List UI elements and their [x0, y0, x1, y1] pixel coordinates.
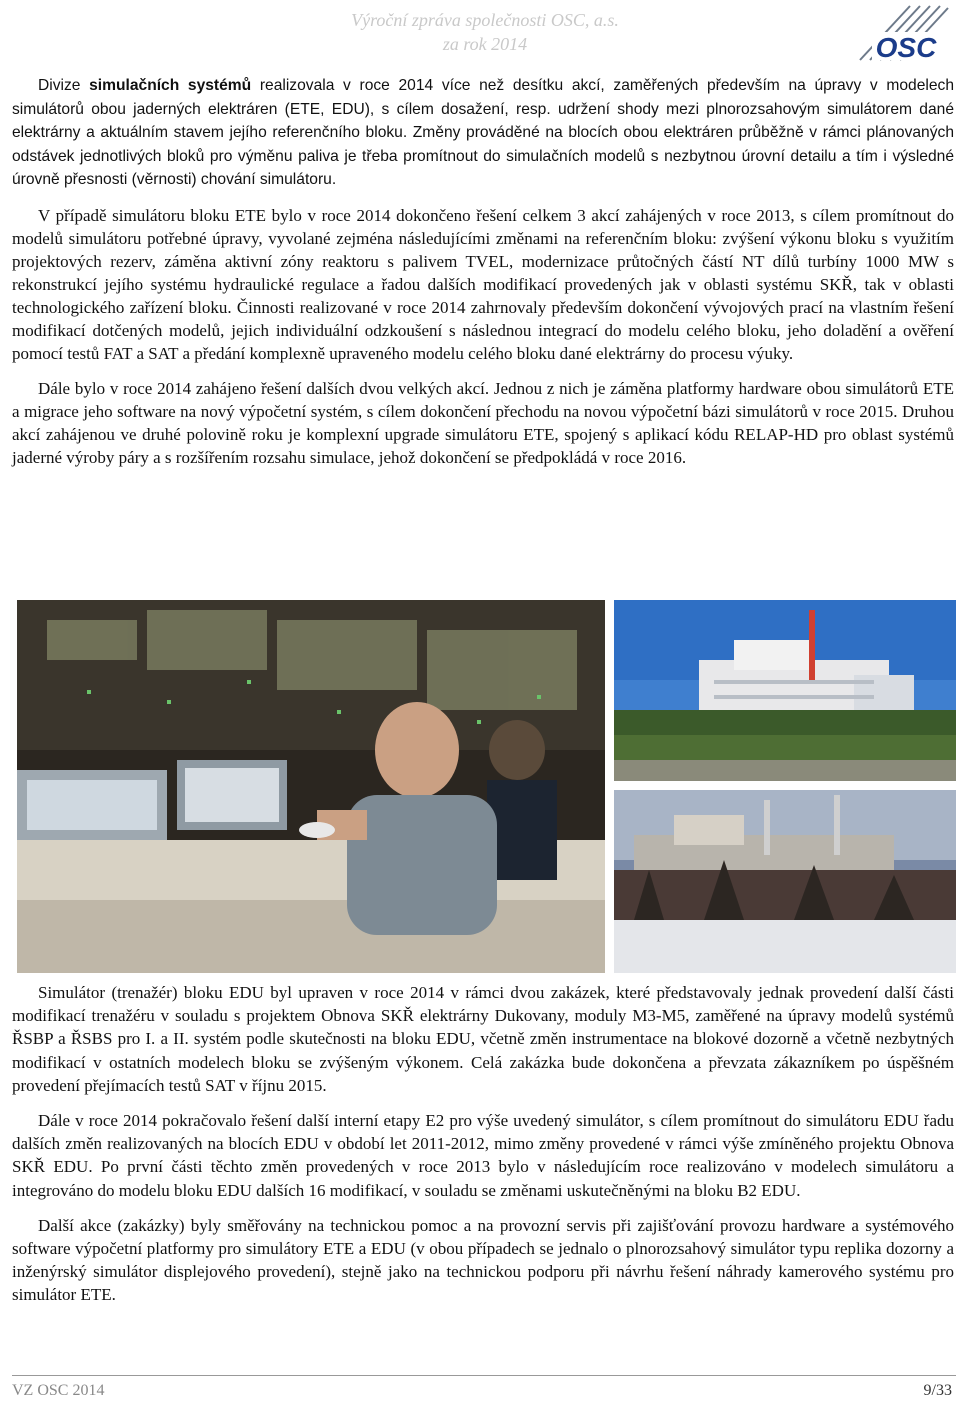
paragraph-5: Dále v roce 2014 pokračovalo řešení další interní etapy E2 pro výše uvedený simulátor, s cílem promítnout do simulátoru EDU řadu dalších změn realizovaných na blocích EDU v období let 2011-2012, mimo změny provedené v rámci výše zmíněného projektu Obnova SKŘ EDU. Po první části těchto změn provedených v roce 2013 bylo v následujícím roce realizováno v modelech simulátoru a integrováno do modelu bloku EDU dalších 16 modifikací, v souladu se změnami uskutečněnými na bloku B2 EDU.: [12, 1111, 954, 1200]
header-title-line1: Výroční zpráva společnosti OSC, a.s.: [351, 10, 619, 30]
header-title-line2: za rok 2014: [442, 34, 528, 54]
paragraph-1-start: Divize: [38, 77, 90, 94]
paragraph-1-rest: realizovala v roce 2014 více než desítku akcí, zaměřených především na úpravy v modelech simulátorů obou jaderných elektráren (ETE, EDU), s cílem dosažení, resp. udržení shody mezi plnorozsahovým simulátorem dané elektrárny a aktuálním stavem jejího referenčního bloku. Změny prováděné na blocích obou elektráren průběžně v rámci plánovaných odstávek jednotlivých bloků pro výměnu paliva je třeba promítnout do simulačních modelů s nezbytnou úrovní detailu a tím i výsledné úrovně přesnosti (věrnosti) chování simulátoru.: [12, 77, 954, 188]
logo-text: OSC: [875, 32, 937, 63]
power-plant-photo-summer: [614, 600, 956, 781]
paragraph-6: Další akce (zakázky) byly směřovány na technickou pomoc a na provozní servis při zajišťování provozu hardware a systémového software výpočetní platformy pro simulátory ETE a EDU (v obou případech se jednalo o plnorozsahový simulátor typu replika dozorny a inženýrský simulátor displejového provedení), stejně jako na technickou podporu při návrhu řešení náhrady kamerového systému pro simulátor ETE.: [12, 1215, 954, 1305]
report-header: [330, 8, 640, 56]
control-room-photo: [17, 600, 605, 973]
osc-logo: [840, 2, 950, 70]
paragraph-1-bold: simulačních systémů: [89, 77, 252, 94]
paragraph-4: Simulátor (trenažér) bloku EDU byl upraven v roce 2014 v rámci dvou zakázek, které představovaly jednak provedení další části modifikací trenažéru v souladu s projektem Obnova SKŘ elektrárny Dukovany, moduly M3-M5, zaměřené na úpravy modelů systémů ŘSBP a ŘSBS pro I. a II. systém podle skutečnosti na bloku EDU, včetně změn instrumentace na blokové dozorně a včetně nezbytných modifikací v ostatních modelech bloku se zvýšeným výkonem. Celá zakázka bude dokončena a převzata zákazníkem po úspěšném provedení přejímacích testů SAT v říjnu 2015.: [12, 983, 954, 1095]
page-number: 9/33: [923, 1382, 952, 1399]
footer-report-label: VZ OSC 2014: [12, 1382, 105, 1399]
power-plant-photo-winter: [614, 790, 956, 973]
body-text-bottom: [12, 981, 954, 1307]
body-text-top: [12, 74, 954, 469]
paragraph-3: Dále bylo v roce 2014 zahájeno řešení dalších dvou velkých akcí. Jednou z nich je záměna platformy hardware obou simulátorů ETE a migrace jeho software na nový výpočetní systém, s cílem dokončení přechodu na novou výpočetní bázi simulátorů v roce 2015. Druhou akcí zahájenou ve druhé polovině roku je komplexní upgrade simulátoru ETE, spojený s aplikací kódu RELAP-HD pro oblast systémů jaderné výroby páry a s rozšířením rozsahu simulace, jehož dokončení se předpokládá v roce 2016.: [12, 378, 954, 467]
footer-divider: [12, 1375, 956, 1376]
paragraph-2: V případě simulátoru bloku ETE bylo v roce 2014 dokončeno řešení celkem 3 akcí zahájených v roce 2013, s cílem promítnout do modelů simulátoru potřebné úpravy, vyvolané zejména následujícími změnami na referenčním bloku: zvýšení výkonu bloku s využitím projektových rezerv, záměna aktivní zóny reaktoru s palivem TVEL, modernizace průtočných částí NT dílů turbíny 1000 MW s rekonstrukcí jejího systému hydraulické regulace a řadou dalších modifikací provedených jak v oblasti systému SKŘ, tak v oblasti technologického zařízení bloku. Činnosti realizované v roce 2014 zahrnovaly především dokončení vývojových prací na vlastním řešení modifikací dotčených modelů, jejich individuální odzkoušení s následnou integrací do modelu celého bloku, jeho doladění a ověření pomocí testů FAT a SAT a předání komplexně upraveného modelu celého bloku dané elektrárny do procesu výuky.: [12, 205, 954, 363]
paragraph-1: [12, 74, 954, 192]
